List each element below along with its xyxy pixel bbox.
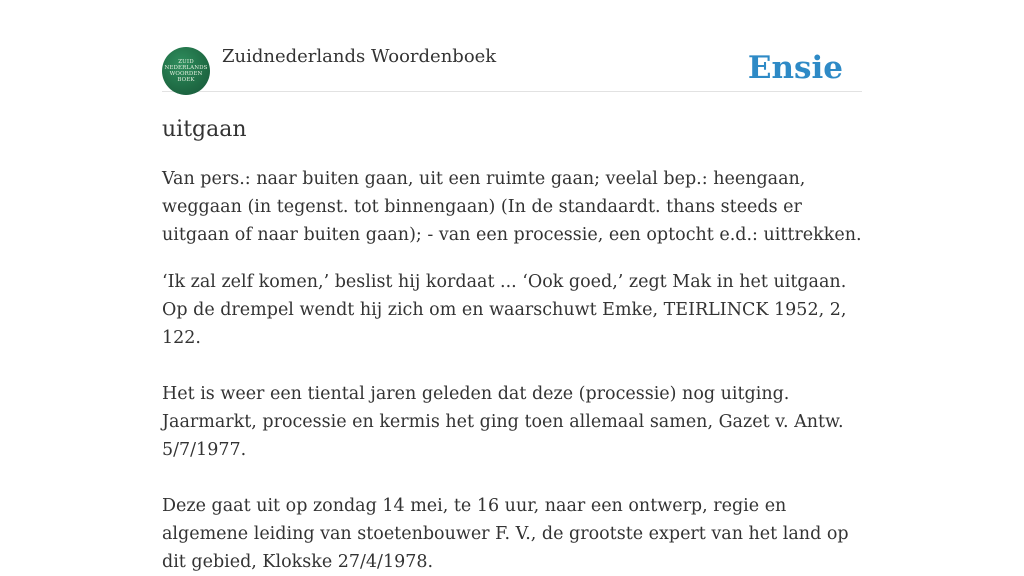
example-quote: ‘Ik zal zelf komen,’ beslist hij kordaat ... ‘Ook goed,’ zegt Mak in het uitgaan. Op de drempel wendt hij zich om en waarschuwt Emke, TEIRLINCK 1952, 2, 122.: [162, 272, 847, 348]
entry-page: [162, 0, 862, 572]
site-header: [162, 0, 862, 92]
logo-text-line: ZUID: [178, 59, 194, 65]
logo-text-line: WOORDEN: [169, 71, 203, 77]
example-quote: Het is weer een tiental jaren geleden dat deze (processie) nog uitging. Jaarmarkt, processie en kermis het ging toen allemaal samen, Gazet v. Antw. 5/7/1977.: [162, 384, 844, 460]
logo-text-line: BOEK: [177, 77, 195, 83]
example-list: [162, 268, 862, 576]
entry-headword: uitgaan: [162, 117, 247, 142]
example-quote: Deze gaat uit op zondag 14 mei, te 16 uur, naar een ontwerp, regie en algemene leiding van stoetenbouwer F. V., de grootste expert van het land op dit gebied, Klokske 27/4/1978.: [162, 496, 849, 572]
dictionary-logo[interactable]: [162, 47, 210, 95]
dictionary-title-link[interactable]: Zuidnederlands Woordenboek: [222, 46, 497, 67]
entry-definition: Van pers.: naar buiten gaan, uit een ruimte gaan; veelal bep.: heengaan, weggaan (in tegenst. tot binnengaan) (In de standaardt. thans steeds er uitgaan of naar buiten gaan); - van een processie, een optocht e.d.: uittrekken.: [162, 169, 862, 245]
ensie-brand-link[interactable]: Ensie: [747, 50, 843, 86]
logo-text-line: NEDERLANDS: [164, 65, 208, 71]
